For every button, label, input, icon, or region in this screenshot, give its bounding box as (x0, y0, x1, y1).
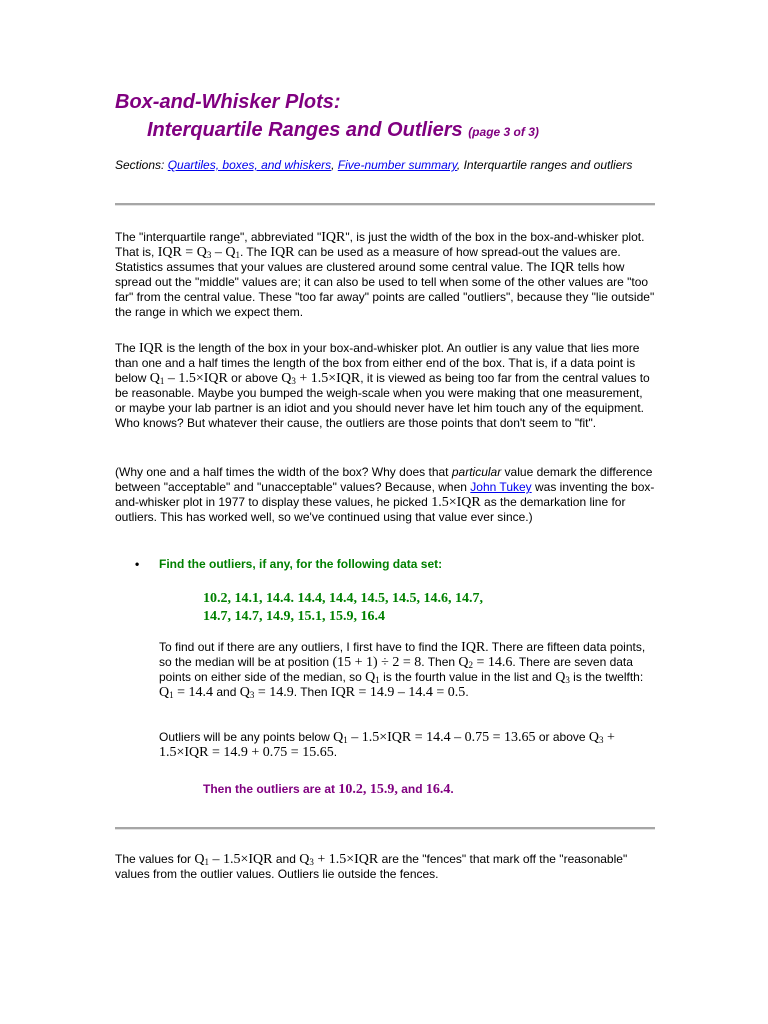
link-john-tukey[interactable]: John Tukey (470, 480, 532, 494)
section-navigation: Sections: Quartiles, boxes, and whiskers, Five-number summary, Interquartile ranges and outliers (115, 158, 633, 172)
divider-top (115, 203, 655, 206)
exercise-prompt-text: Find the outliers, if any, for the following data set: (159, 557, 443, 571)
paragraph-outlier-definition: The IQR is the length of the box in your box-and-whisker plot. An outlier is any value that lies more than one and a half times the length of the box from either end of the box. That is, if a data point is below $Q_1 - 1.5\times IQR$ or above $Q_3 + 1.5\times IQR$, it is viewed as being too far from the central values to be reasonable. Maybe you bumped the weigh-scale when you were making that one measurement, or maybe your lab partner is an idiot and you should never have let him touch any of the equipment. Who knows? But whatever their cause, the outliers are those points that don't seem to "fit". (115, 341, 650, 430)
data-set (203, 590, 623, 626)
link-five-number-summary[interactable]: Five-number summary (337, 158, 457, 172)
bullet-dot: • (135, 557, 140, 571)
data-set-line-2: 14.7, 14.7, 14.9, 15.1, 15.9, 16.4 (203, 609, 385, 624)
page-title (115, 88, 675, 146)
solution-step-fences: Outliers will be any points below $Q_1 - 1.5\times IQR = 14.4 - 0.75 = 13.65$ or above $Q_3 + 1.5\times IQR = 14.9 + 0.75 = 15.65$. (159, 730, 615, 760)
solution-answer: Then the outliers are at 10.2, 15.9, and 16.4. (203, 782, 454, 797)
link-quartiles-boxes-whiskers[interactable]: Quartiles, boxes, and whiskers (167, 158, 332, 172)
paragraph-iqr-definition: The "interquartile range", abbreviated "IQR", is just the width of the box in the box-and-whisker plot. That is, IQR = $Q_3 - Q_1$. The IQR can be used as a measure of how spread-out the values are. Statistics assumes that your values are clustered around some central value. The IQR tells how spread out the "middle" values are; it can also be used to tell when some of the other values are "too far" from the central value. These "too far away" points are called "outliers", because they "lie outside" the range in which we expect them. (115, 230, 655, 319)
data-set-line-1: 10.2, 14.1, 14.4. 14.4, 14.4, 14.5, 14.5, 14.6, 14.7, (203, 591, 483, 606)
title-line-1: Box-and-Whisker Plots: (115, 91, 341, 113)
page-indicator: (page 3 of 3) (468, 125, 539, 139)
solution-step-quartiles: To find out if there are any outliers, I first have to find the IQR. There are fifteen data points, so the median will be at position (15 + 1) ÷ 2 = 8. Then $Q_2 = 14.6$. There are seven data points on either side of the median, so $Q_1$ is the fourth value in the list and $Q_3$ is the twelfth: $Q_1 = 14.4$ and $Q_3 = 14.9$. Then IQR = 14.9 – 14.4 = 0.5. (159, 640, 646, 700)
paragraph-fences: The values for $Q_1 - 1.5\times IQR$ and $Q_3 + 1.5\times IQR$ are the "fences" that mark off the "reasonable" values from the outlier values. Outliers lie outside the fences. (115, 852, 628, 881)
title-line-2: Interquartile Ranges and Outliers (147, 119, 463, 141)
paragraph-why-one-and-a-half: (Why one and a half times the width of the box? Why does that particular value demark the difference between "acceptable" and "unacceptable" values? Because, when John Tukey was inventing the box-and-whisker plot in 1977 to display these values, he picked 1.5×IQR as the demarkation line for outliers. This has worked well, so we've continued using that value ever since.) (115, 465, 655, 524)
divider-bottom (115, 827, 655, 830)
current-section: Interquartile ranges and outliers (463, 158, 633, 172)
